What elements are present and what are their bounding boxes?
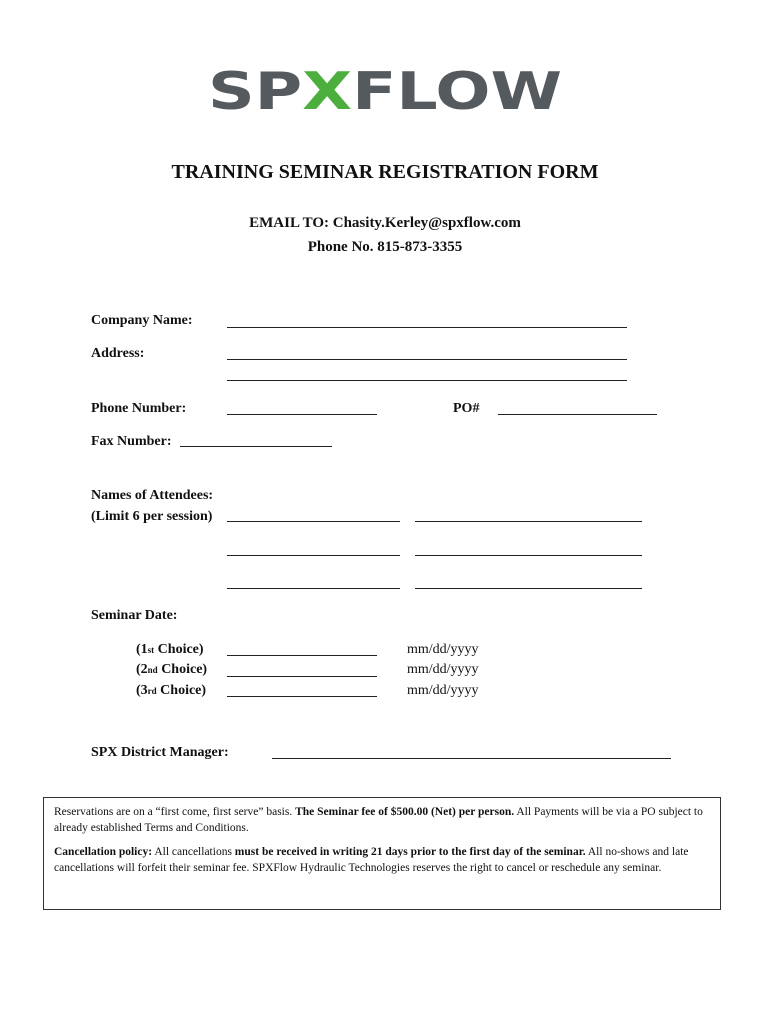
choice-3-format: mm/dd/yyyy [407, 683, 479, 698]
attendee-1-field[interactable] [227, 521, 400, 522]
choice-1-format: mm/dd/yyyy [407, 642, 479, 657]
phone-contact: Phone No. 815-873-3355 [307, 239, 463, 255]
attendee-5-field[interactable] [227, 588, 400, 589]
address-line-1-field[interactable] [227, 359, 627, 360]
company-name-field[interactable] [227, 327, 627, 328]
fax-number-field[interactable] [180, 446, 332, 447]
attendee-2-field[interactable] [415, 521, 642, 522]
cancellation-policy: Cancellation policy: All cancellations must be received in writing 21 days prior to the first day of the seminar. All no-shows and late cancellations will forfeit their seminar fee. SPXFlow Hydraulic Technologies reserves the right to cancel or reschedule any seminar. [54, 846, 689, 874]
attendee-6-field[interactable] [415, 588, 642, 589]
phone-number-label: Phone Number: [91, 401, 187, 416]
attendee-4-field[interactable] [415, 555, 642, 556]
address-line-2-field[interactable] [227, 380, 627, 381]
choice-2-format: mm/dd/yyyy [407, 662, 479, 677]
po-number-field[interactable] [498, 414, 657, 415]
choice-3-label: (3rd Choice) [136, 683, 207, 698]
attendees-label: Names of Attendees: [91, 488, 214, 503]
choice-2-date-field[interactable] [227, 676, 377, 677]
company-name-label: Company Name: [91, 313, 193, 328]
attendees-limit-note: (Limit 6 per session) [91, 509, 213, 524]
district-manager-field[interactable] [272, 758, 671, 759]
attendee-3-field[interactable] [227, 555, 400, 556]
terms-notice-box [43, 797, 721, 910]
district-manager-label: SPX District Manager: [91, 745, 229, 760]
email-contact: EMAIL TO: Chasity.Kerley@spxflow.com [249, 215, 521, 231]
choice-1-date-field[interactable] [227, 655, 377, 656]
reservation-terms: Reservations are on a “first come, first serve” basis. The Seminar fee of $500.00 (Net) per person. All Payments will be via a PO subject to already established Terms and Conditions. [54, 806, 703, 834]
po-label: PO# [453, 401, 480, 416]
spxflow-logo-graphic [208, 66, 562, 114]
form-title: TRAINING SEMINAR REGISTRATION FORM [171, 161, 599, 183]
fax-number-label: Fax Number: [91, 434, 172, 449]
choice-3-date-field[interactable] [227, 696, 377, 697]
choice-1-label: (1st Choice) [136, 642, 204, 657]
svg-text:SPXFLOW: SP X FLOW [208, 66, 521, 114]
seminar-date-label: Seminar Date: [91, 608, 178, 623]
choice-2-label: (2nd Choice) [136, 662, 208, 677]
phone-number-field[interactable] [227, 414, 377, 415]
address-label: Address: [91, 346, 145, 361]
company-logo [208, 66, 562, 114]
